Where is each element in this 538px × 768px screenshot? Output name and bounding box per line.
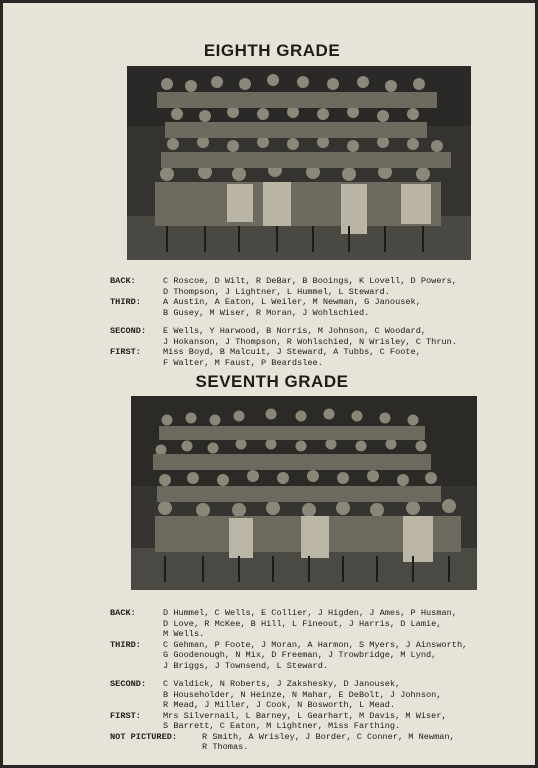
seventh-grade-title: SEVENTH GRADE (195, 372, 349, 391)
row-label: BACK: (110, 276, 136, 286)
row-names: D Hummel, C Wells, E Collier, J Higden, J Ames, P Husman, D Love, R McKee, B Hill, L Fineout, J Harris, D Lamie, M Wells. (163, 608, 457, 639)
eighth-second-row (110, 326, 530, 347)
seventh-grade-names (110, 608, 530, 753)
eighth-first-row (110, 347, 530, 368)
row-label: FIRST: (110, 347, 141, 357)
row-names: C Valdick, N Roberts, J Zakshesky, D Janousek, B Householder, N Heinze, N Mahar, E DeBolt, J Johnson, R Mead, J Miller, J Cook, N Bosworth, L Mead. (163, 679, 442, 710)
row-names: Mrs Silvernail, L Barney, L Gearhart, M Davis, M Wiser, S Barrett, C Eaton, M Lightner, Miss Farthing. (163, 710, 447, 731)
row-label: SECOND: (110, 679, 147, 689)
row-label: SECOND: (110, 326, 147, 336)
seventh-grade-class-photo (131, 396, 477, 590)
row-label: BACK: (110, 608, 136, 618)
row-names: C Roscoe, D Wilt, R DeBar, B Booings, K Lovell, D Powers, D Thompson, J Lightner, L Hummel, L Steward. (163, 276, 457, 297)
row-label: FIRST: (110, 710, 141, 721)
row-label: THIRD: (110, 639, 141, 650)
row-names: Miss Boyd, B Malcuit, J Steward, A Tubbs, C Foote, F Walter, M Faust, P Beardslee. (163, 347, 421, 368)
row-names: C Gehman, P Foote, J Moran, A Harmon, S Myers, J Ainsworth, G Goodenough, N Mix, D Freeman, J Trowbridge, M Lynd, J Briggs, J Townsend, L Steward. (163, 639, 468, 671)
eighth-grade-names (110, 276, 530, 368)
eighth-grade-title: EIGHTH GRADE (203, 41, 341, 60)
row-names: R Smith, A Wrisley, J Border, C Conner, M Newman, R Thomas. (202, 731, 455, 752)
eighth-third-row (110, 297, 530, 318)
seventh-back-row (110, 608, 530, 640)
row-names: E Wells, Y Harwood, B Norris, M Johnson, C Woodard, J Hokanson, J Thompson, R Wohlschied, N Wrisley, C Thrun. (163, 326, 457, 347)
row-label: THIRD: (110, 297, 141, 307)
eighth-grade-class-photo (127, 66, 471, 260)
row-names: A Austin, A Eaton, L Weiler, M Newman, G Janousek, B Gusey, M Wiser, R Moran, J Wohlschied. (163, 297, 421, 318)
seventh-second-row (110, 679, 530, 711)
eighth-back-row (110, 276, 530, 297)
seventh-not-pictured-row (110, 732, 530, 753)
seventh-first-row (110, 711, 530, 732)
seventh-third-row (110, 640, 530, 672)
row-label: NOT PICTURED: (110, 731, 178, 742)
